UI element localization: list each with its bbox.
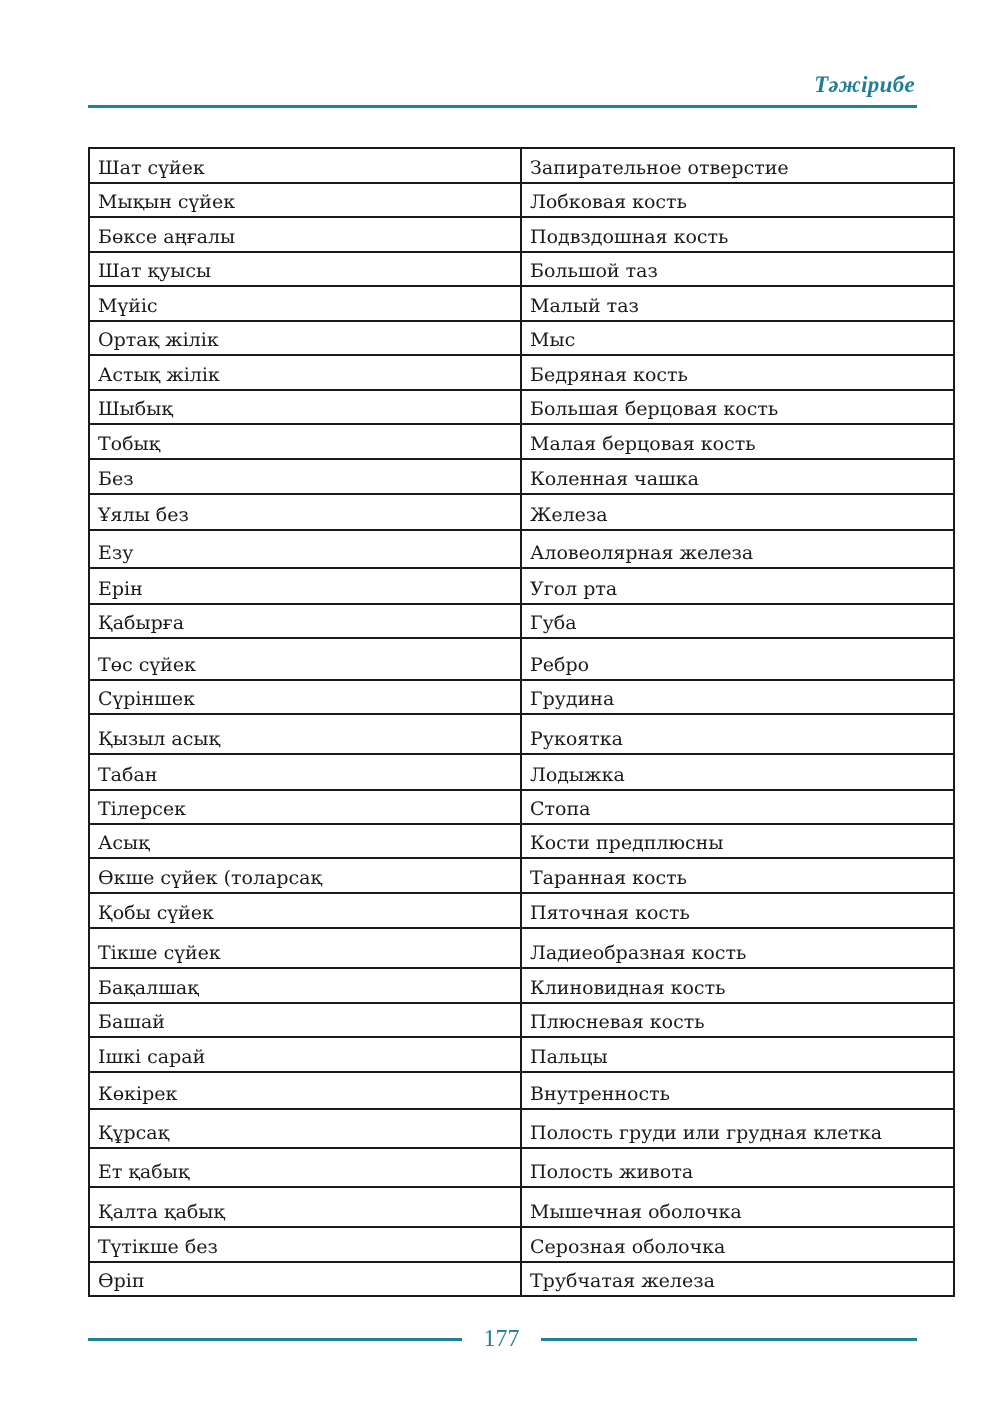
kazakh-term-cell: Ерін [89,568,521,604]
russian-term-cell: Пяточная кость [521,893,954,928]
kazakh-term-cell: Қызыл асық [89,714,521,754]
table-row [89,1148,954,1187]
russian-term-cell: Пальцы [521,1037,954,1072]
kazakh-term-cell: Шыбық [89,390,521,424]
russian-term-cell: Большой таз [521,252,954,286]
kazakh-term-cell: Езу [89,530,521,568]
russian-term-cell: Запирательное отверстие [521,148,954,183]
russian-term-cell: Бедряная кость [521,355,954,390]
russian-term-cell: Рукоятка [521,714,954,754]
russian-term-cell: Полость живота [521,1148,954,1187]
kazakh-term-cell: Қабырға [89,604,521,638]
header-divider [88,105,917,108]
table-row [89,1109,954,1148]
table-row [89,680,954,714]
table-row [89,714,954,754]
russian-term-cell: Лобковая кость [521,183,954,217]
table-row [89,638,954,680]
russian-term-cell: Ладиеобразная кость [521,928,954,968]
table-row [89,1262,954,1296]
table-row [89,355,954,390]
kazakh-term-cell: Шат қуысы [89,252,521,286]
table-row [89,321,954,355]
kazakh-term-cell: Өкше сүйек (толарсақ [89,858,521,893]
table-row [89,968,954,1003]
russian-term-cell: Малая берцовая кость [521,424,954,459]
kazakh-term-cell: Астық жілік [89,355,521,390]
kazakh-term-cell: Тілерсек [89,790,521,824]
table-row [89,530,954,568]
russian-term-cell: Железа [521,494,954,530]
kazakh-term-cell: Тікше сүйек [89,928,521,968]
russian-term-cell: Клиновидная кость [521,968,954,1003]
terms-table-body [89,148,954,1296]
russian-term-cell: Трубчатая железа [521,1262,954,1296]
table-row [89,604,954,638]
section-title: Тәжірибе [814,72,915,97]
table-row [89,252,954,286]
russian-term-cell: Подвздошная кость [521,217,954,252]
kazakh-term-cell: Ортақ жілік [89,321,521,355]
russian-term-cell: Мышечная оболочка [521,1187,954,1227]
table-row [89,893,954,928]
kazakh-term-cell: Без [89,459,521,494]
russian-term-cell: Серозная оболочка [521,1227,954,1262]
kazakh-term-cell: Түтікше без [89,1227,521,1262]
russian-term-cell: Губа [521,604,954,638]
page-number: 177 [483,1326,520,1352]
table-row [89,183,954,217]
russian-term-cell: Ребро [521,638,954,680]
table-row [89,1187,954,1227]
kazakh-term-cell: Ұялы без [89,494,521,530]
kazakh-term-cell: Асық [89,824,521,858]
footer-divider-left [88,1338,462,1341]
kazakh-term-cell: Бөксе аңғалы [89,217,521,252]
russian-term-cell: Малый таз [521,286,954,321]
kazakh-term-cell: Қалта қабық [89,1187,521,1227]
kazakh-term-cell: Табан [89,754,521,790]
footer-divider-right [541,1338,917,1341]
table-row [89,754,954,790]
kazakh-term-cell: Мүйіс [89,286,521,321]
kazakh-term-cell: Төс сүйек [89,638,521,680]
kazakh-term-cell: Бақалшақ [89,968,521,1003]
kazakh-term-cell: Ішкі сарай [89,1037,521,1072]
table-row [89,1227,954,1262]
russian-term-cell: Плюсневая кость [521,1003,954,1037]
russian-term-cell: Коленная чашка [521,459,954,494]
kazakh-term-cell: Шат сүйек [89,148,521,183]
table-row [89,824,954,858]
russian-term-cell: Таранная кость [521,858,954,893]
table-row [89,148,954,183]
table-row [89,459,954,494]
kazakh-term-cell: Мықын сүйек [89,183,521,217]
russian-term-cell: Грудина [521,680,954,714]
russian-term-cell: Стопа [521,790,954,824]
russian-term-cell: Угол рта [521,568,954,604]
table-row [89,790,954,824]
kazakh-term-cell: Құрсақ [89,1109,521,1148]
kazakh-term-cell: Тобық [89,424,521,459]
russian-term-cell: Аловеолярная железа [521,530,954,568]
kazakh-term-cell: Башай [89,1003,521,1037]
kazakh-term-cell: Ет қабық [89,1148,521,1187]
table-row [89,390,954,424]
kazakh-term-cell: Көкірек [89,1072,521,1109]
russian-term-cell: Лодыжка [521,754,954,790]
terms-table-container [88,147,917,1297]
table-row [89,424,954,459]
kazakh-term-cell: Қобы сүйек [89,893,521,928]
russian-term-cell: Кости предплюсны [521,824,954,858]
kazakh-term-cell: Сүріншек [89,680,521,714]
table-row [89,286,954,321]
table-row [89,568,954,604]
table-row [89,1003,954,1037]
russian-term-cell: Мыс [521,321,954,355]
table-row [89,1072,954,1109]
table-row [89,217,954,252]
table-row [89,928,954,968]
russian-term-cell: Большая берцовая кость [521,390,954,424]
table-row [89,494,954,530]
table-row [89,1037,954,1072]
terms-table [88,147,955,1297]
kazakh-term-cell: Өріп [89,1262,521,1296]
russian-term-cell: Внутренность [521,1072,954,1109]
table-row [89,858,954,893]
russian-term-cell: Полость груди или грудная клетка [521,1109,954,1148]
